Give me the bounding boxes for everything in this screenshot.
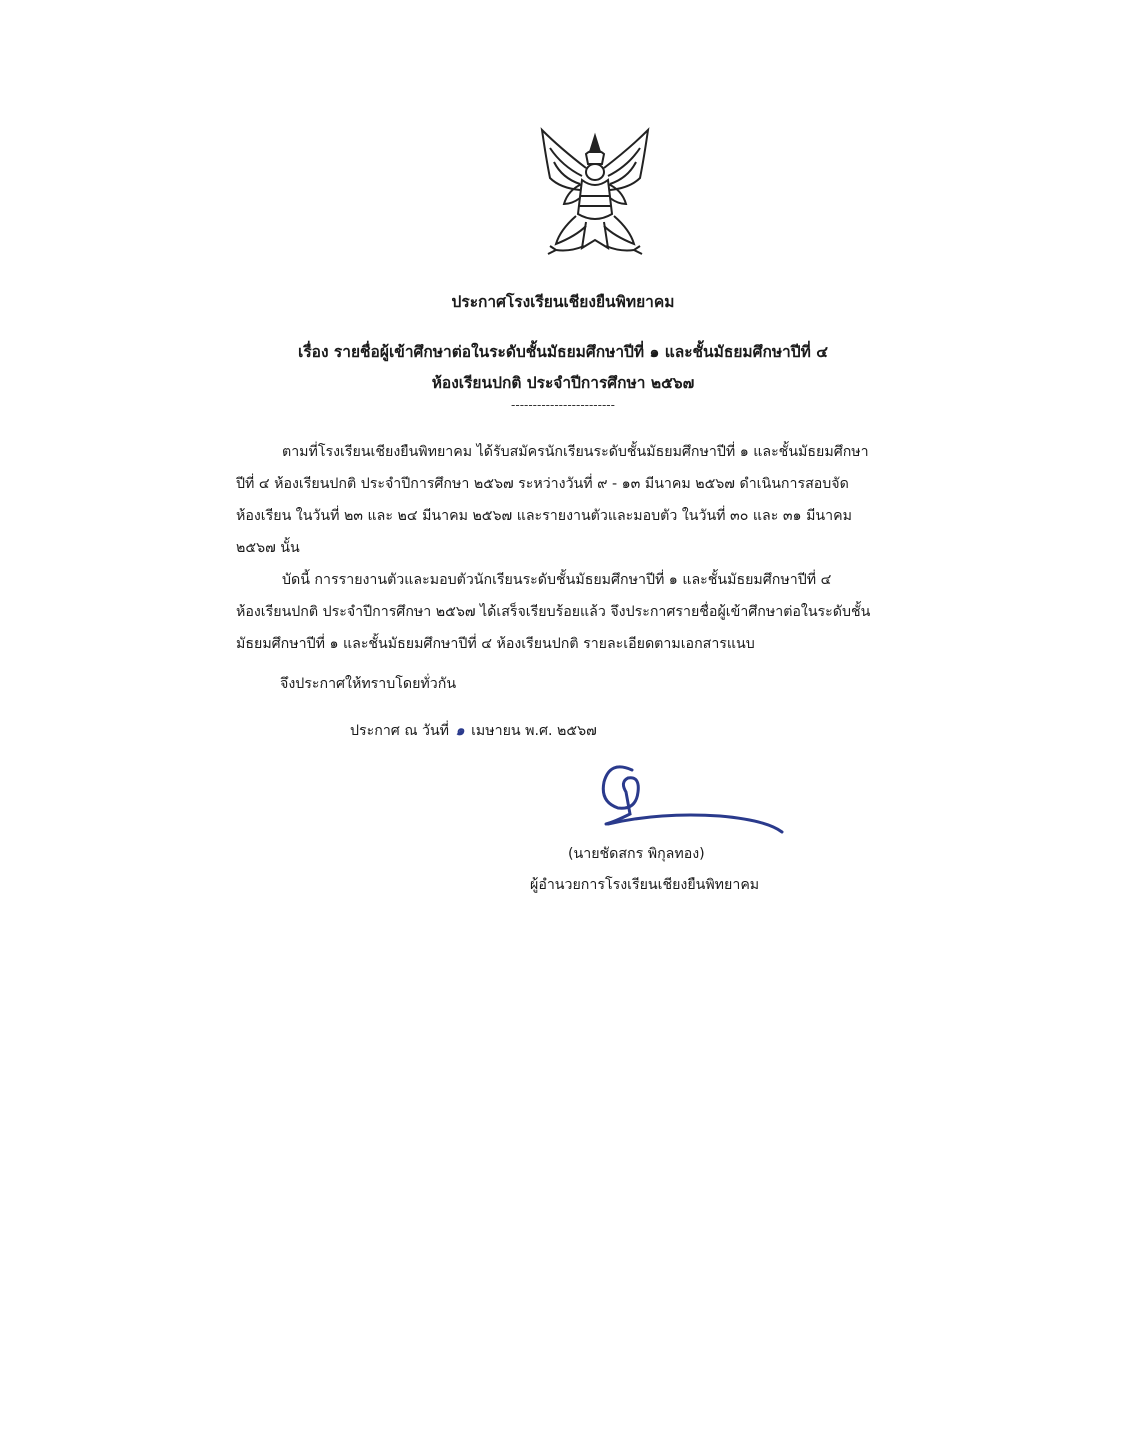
date-day-handwritten: ๑: [455, 723, 465, 739]
subject-line: เรื่อง รายชื่อผู้เข้าศึกษาต่อในระดับชั้นมัธยมศึกษาปีที่ ๑ และชั้นมัธยมศึกษาปีที่ ๔: [298, 343, 828, 361]
separator: ------------------------: [511, 398, 615, 412]
paragraph-1: [236, 436, 948, 564]
date-prefix: ประกาศ ณ วันที่: [350, 723, 450, 739]
paragraph-1-line: ตามที่โรงเรียนเชียงยืนพิทยาคม ได้รับสมัครนักเรียนระดับชั้นมัธยมศึกษาปีที่ ๑ และชั้นมัธยมศึกษา: [282, 444, 869, 460]
date-suffix: เมษายน พ.ศ. ๒๕๖๗: [471, 723, 597, 739]
paragraph-1-line: ห้องเรียน ในวันที่ ๒๓ และ ๒๔ มีนาคม ๒๕๖๗ และรายงานตัวและมอบตัว ในวันที่ ๓๐ และ ๓๑ มีนาคม: [236, 508, 852, 524]
closing-statement: จึงประกาศให้ทราบโดยทั่วกัน: [280, 676, 457, 692]
signer-title: ผู้อำนวยการโรงเรียนเชียงยืนพิทยาคม: [530, 877, 760, 893]
signature: [570, 752, 790, 852]
paragraph-1-line: ปีที่ ๔ ห้องเรียนปกติ ประจำปีการศึกษา ๒๕๖๗ ระหว่างวันที่ ๙ - ๑๓ มีนาคม ๒๕๖๗ ดำเนินการสอบจัด: [236, 476, 849, 492]
signature-icon: [570, 752, 790, 852]
signer-name: (นายชัดสกร พิกุลทอง): [568, 846, 705, 862]
school-heading: ประกาศโรงเรียนเชียงยืนพิทยาคม: [451, 293, 675, 311]
paragraph-2-line: บัดนี้ การรายงานตัวและมอบตัวนักเรียนระดับชั้นมัธยมศึกษาปีที่ ๑ และชั้นมัธยมศึกษาปีที่ ๔: [282, 572, 832, 588]
paragraph-2-line: ห้องเรียนปกติ ประจำปีการศึกษา ๒๕๖๗ ได้เสร็จเรียบร้อยแล้ว จึงประกาศรายชื่อผู้เข้าศึกษาต่อในระดับชั้น: [236, 604, 871, 620]
garuda-emblem-icon: [520, 118, 670, 268]
paragraph-2: [236, 564, 948, 660]
garuda-emblem: [520, 118, 670, 268]
subject-line-2: ห้องเรียนปกติ ประจำปีการศึกษา ๒๕๖๗: [431, 374, 695, 392]
paragraph-2-line: มัธยมศึกษาปีที่ ๑ และชั้นมัธยมศึกษาปีที่ ๔ ห้องเรียนปกติ รายละเอียดตามเอกสารแนบ: [236, 636, 755, 652]
announcement-date: [350, 720, 597, 742]
paragraph-1-line: ๒๕๖๗ นั้น: [236, 540, 300, 556]
